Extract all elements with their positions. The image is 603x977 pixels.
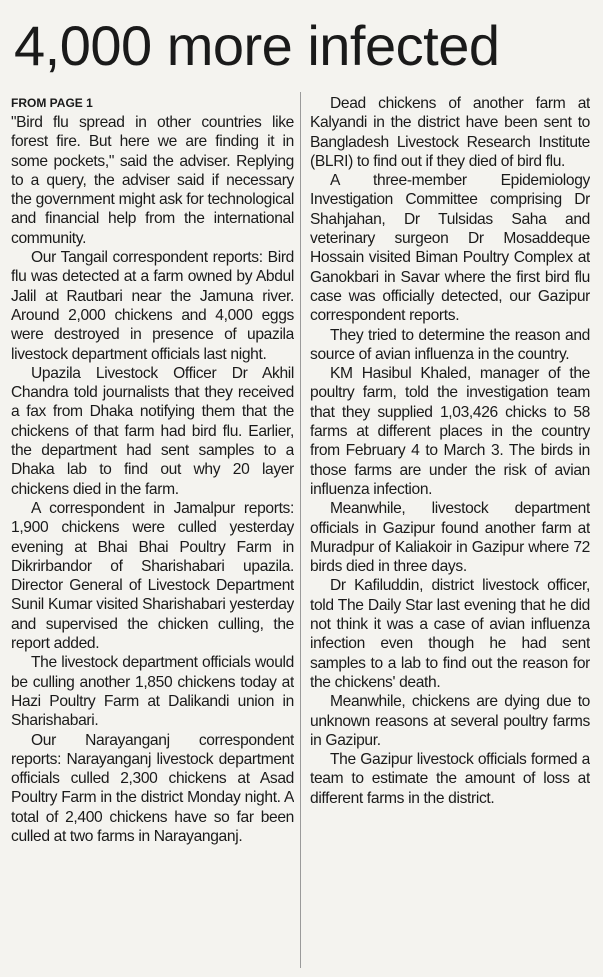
headline: 4,000 more infected [14, 14, 500, 77]
paragraph: Dead chickens of another farm at Kalyandi in the district have been sent to Bangladesh Livestock Research Institute (BLRI) to find out if they died of bird flu. [310, 95, 590, 170]
kicker: FROM PAGE 1 [11, 96, 93, 110]
paragraph: The Gazipur livestock officials formed a team to estimate the amount of loss at different farms in the district. [310, 751, 590, 807]
paragraph: Our Narayanganj correspondent reports: Narayanganj livestock department officials culled 2,300 chickens at Asad Poultry Farm in the district Monday night. A total of 2,400 chickens have so far been culled at two farms in Narayanganj. [11, 731, 294, 845]
paragraph: Dr Kafiluddin, district livestock officer, told The Daily Star last evening that he did not think it was a case of avian influenza infection even though he had sent samples to a lab to find out the reason for the chickens' death. [310, 577, 590, 691]
paragraph: KM Hasibul Khaled, manager of the poultry farm, told the investigation team that they supplied 1,03,426 chicks to 58 farms at different places in the country from February 4 to March 3. The birds in those farms are under the risk of avian influenza infection. [310, 365, 590, 498]
right-column [310, 94, 590, 969]
paragraph: Upazila Livestock Officer Dr Akhil Chandra told journalists that they received a fax from Dhaka notifying them that the chickens of that farm had bird flu. Earlier, the department had sent samples to a Dhaka lab to find out why 20 layer chickens died in the farm. [11, 364, 294, 498]
paragraph: Meanwhile, livestock department officials in Gazipur found another farm at Muradpur of Kaliakoir in Gazipur where 72 birds died in three days. [310, 500, 590, 576]
column-divider [300, 92, 301, 968]
paragraph: A correspondent in Jamalpur reports: 1,900 chickens were culled yesterday evening at Bhai Bhai Poultry Farm in Dikrirbandor of Sharishabari upazila. Director General of Livestock Department Sunil Kumar visited Sharishabari yesterday and supervised the chicken culling, the report added. [11, 499, 294, 653]
paragraph: A three-member Epidemiology Investigation Committee comprising Dr Shahjahan, Dr Tulsidas Saha and veterinary surgeon Dr Mosaddeque Hossain visited Biman Poultry Complex at Ganokbari in Savar where the first bird flu case was officially detected, our Gazipur correspondent reports. [310, 172, 590, 325]
paragraph: Meanwhile, chickens are dying due to unknown reasons at several poultry farms in Gazipur. [310, 693, 590, 749]
paragraph: Our Tangail correspondent reports: Bird flu was detected at a farm owned by Abdul Jalil at Rautbari near the Jamuna river. Around 2,000 chickens and 4,000 eggs were destroyed in presence of upazila livestock department officials last night. [11, 249, 294, 363]
left-column [11, 94, 294, 969]
paragraph: The livestock department officials would be culling another 1,850 chickens today at Hazi Poultry Farm at Dalikandi union in Sharishabari. [11, 654, 294, 730]
paragraph: They tried to determine the reason and source of avian influenza in the country. [310, 326, 590, 363]
paragraph: "Bird flu spread in other countries like forest fire. But here we are finding it in some pockets," said the adviser. Replying to a query, the adviser said if necessary the government might ask for technological and financial help from the international community. [11, 114, 294, 247]
